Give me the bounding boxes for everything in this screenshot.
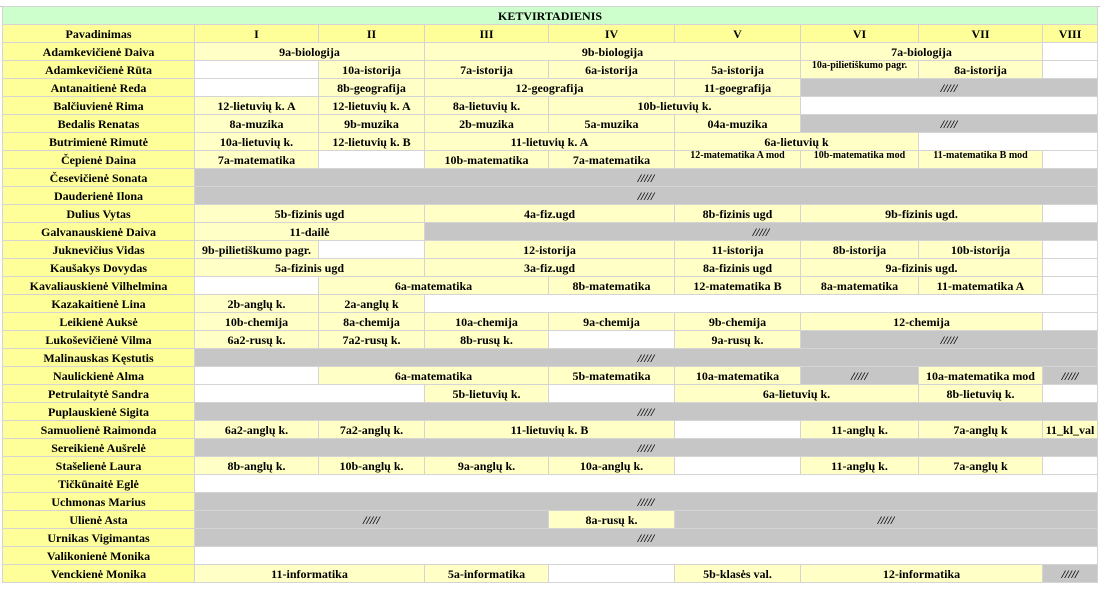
empty-cell[interactable]: [1043, 385, 1098, 403]
table-row: [3, 205, 1098, 223]
empty-cell[interactable]: [1043, 313, 1098, 331]
lesson-cell[interactable]: 8a-fizinis ugd: [675, 259, 801, 277]
lesson-cell[interactable]: 12-matematika B: [675, 277, 801, 295]
table-row: [3, 439, 1098, 457]
lesson-cell[interactable]: 9b-muzika: [319, 115, 425, 133]
table-row: [3, 331, 1098, 349]
lesson-cell[interactable]: 11-dailė: [195, 223, 425, 241]
empty-cell[interactable]: [195, 475, 1098, 493]
unavailable-cell[interactable]: /////: [801, 367, 919, 385]
table-row: [3, 223, 1098, 241]
empty-cell[interactable]: [195, 61, 319, 79]
empty-cell[interactable]: [195, 385, 425, 403]
lesson-cell[interactable]: 10b-istorija: [919, 241, 1043, 259]
unavailable-cell[interactable]: /////: [195, 403, 1098, 421]
header-period-7[interactable]: VII: [919, 25, 1043, 43]
unavailable-cell[interactable]: /////: [1043, 367, 1098, 385]
empty-cell[interactable]: [1043, 151, 1098, 169]
lesson-cell[interactable]: 6a2-anglų k.: [195, 421, 319, 439]
lesson-cell[interactable]: 6a-matematika: [319, 277, 549, 295]
table-row: [3, 43, 1098, 61]
table-row: [3, 475, 1098, 493]
lesson-cell[interactable]: 8b-geografija: [319, 79, 425, 97]
lesson-cell[interactable]: 8b-lietuvių k.: [919, 385, 1043, 403]
lesson-cell[interactable]: 7a-biologija: [801, 43, 1043, 61]
lesson-cell[interactable]: 10a-chemija: [425, 313, 549, 331]
teacher-name-cell[interactable]: Kazakaitienė Lina: [3, 295, 195, 313]
lesson-cell[interactable]: 5a-informatika: [425, 565, 549, 583]
lesson-cell[interactable]: 5a-istorija: [675, 61, 801, 79]
empty-cell[interactable]: [675, 421, 801, 439]
lesson-cell[interactable]: 2b-anglų k.: [195, 295, 319, 313]
teacher-name-cell[interactable]: Samuolienė Raimonda: [3, 421, 195, 439]
lesson-cell[interactable]: [801, 61, 919, 79]
table-row: [3, 385, 1098, 403]
lesson-cell[interactable]: 11-lietuvių k. B: [425, 421, 675, 439]
lesson-cell[interactable]: 6a-istorija: [549, 61, 675, 79]
teacher-name-cell[interactable]: Puplauskienė Sigita: [3, 403, 195, 421]
lesson-cell[interactable]: 12-geografija: [425, 79, 675, 97]
table-row: [3, 295, 1098, 313]
lesson-cell[interactable]: 10b-matematika: [425, 151, 549, 169]
lesson-cell[interactable]: 8a-matematika: [801, 277, 919, 295]
teacher-name-cell[interactable]: Antanaitienė Reda: [3, 79, 195, 97]
empty-cell[interactable]: [195, 79, 319, 97]
teacher-name-cell[interactable]: Venckienė Monika: [3, 565, 195, 583]
unavailable-cell[interactable]: /////: [195, 349, 1098, 367]
unavailable-cell[interactable]: /////: [195, 187, 1098, 205]
unavailable-cell[interactable]: /////: [195, 169, 1098, 187]
table-row: [3, 529, 1098, 547]
empty-cell[interactable]: [195, 547, 1098, 565]
lesson-cell[interactable]: 9b-pilietiškumo pagr.: [195, 241, 319, 259]
lesson-cell[interactable]: 7a2-anglų k.: [319, 421, 425, 439]
teacher-name-cell[interactable]: Kaušakys Dovydas: [3, 259, 195, 277]
empty-cell[interactable]: [675, 457, 801, 475]
lesson-cell[interactable]: 11-lietuvių k. A: [425, 133, 675, 151]
empty-cell[interactable]: [549, 565, 675, 583]
lesson-cell[interactable]: 2a-anglų k: [319, 295, 425, 313]
lesson-cell[interactable]: [675, 151, 801, 169]
lesson-cell[interactable]: 5b-fizinis ugd: [195, 205, 425, 223]
table-row: [3, 511, 1098, 529]
lesson-cell[interactable]: 3a-fiz.ugd: [425, 259, 675, 277]
lesson-cell[interactable]: 10a-anglų k.: [549, 457, 675, 475]
empty-cell[interactable]: [549, 385, 675, 403]
empty-cell[interactable]: [1043, 259, 1098, 277]
lesson-cell[interactable]: 10a-matematika mod: [919, 367, 1043, 385]
table-row: [3, 241, 1098, 259]
teacher-name-cell[interactable]: Galvanauskienė Daiva: [3, 223, 195, 241]
lesson-cell[interactable]: 8b-anglų k.: [195, 457, 319, 475]
lesson-cell[interactable]: [801, 151, 919, 169]
teacher-name-cell[interactable]: Stašelienė Laura: [3, 457, 195, 475]
lesson-cell[interactable]: 7a-anglų k: [919, 457, 1043, 475]
table-row: [3, 277, 1098, 295]
lesson-cell[interactable]: 8a-chemija: [319, 313, 425, 331]
lesson-cell[interactable]: 6a-lietuvių k.: [675, 385, 919, 403]
table-row: [3, 349, 1098, 367]
lesson-cell[interactable]: 10a-istorija: [319, 61, 425, 79]
header-period-1[interactable]: I: [195, 25, 319, 43]
table-row: [3, 313, 1098, 331]
lesson-cell[interactable]: 11-informatika: [195, 565, 425, 583]
lesson-cell[interactable]: 2b-muzika: [425, 115, 549, 133]
lesson-cell[interactable]: 12-informatika: [801, 565, 1043, 583]
table-row: [3, 367, 1098, 385]
lesson-cell[interactable]: 7a-matematika: [549, 151, 675, 169]
lesson-cell[interactable]: 11-goegrafija: [675, 79, 801, 97]
lesson-cell[interactable]: 11-istorija: [675, 241, 801, 259]
lesson-cell[interactable]: 8b-fizinis ugd: [675, 205, 801, 223]
table-row: [3, 97, 1098, 115]
teacher-name-cell[interactable]: Adamkevičienė Rūta: [3, 61, 195, 79]
header-period-5[interactable]: V: [675, 25, 801, 43]
lesson-cell[interactable]: 9a-anglų k.: [425, 457, 549, 475]
lesson-cell[interactable]: 6a-matematika: [319, 367, 549, 385]
teacher-name-cell[interactable]: Kavaliauskienė Vilhelmina: [3, 277, 195, 295]
teacher-name-cell[interactable]: Česevičienė Sonata: [3, 169, 195, 187]
lesson-cell[interactable]: 12-chemija: [801, 313, 1043, 331]
table-row: [3, 403, 1098, 421]
lesson-cell[interactable]: 10a-lietuvių k.: [195, 133, 319, 151]
lesson-cell[interactable]: 8b-rusų k.: [425, 331, 549, 349]
lesson-cell[interactable]: 5a-fizinis ugd: [195, 259, 425, 277]
table-row: [3, 493, 1098, 511]
empty-cell[interactable]: [1043, 205, 1098, 223]
teacher-name-cell[interactable]: Lukoševičienė Vilma: [3, 331, 195, 349]
teacher-name-cell[interactable]: Naulickienė Alma: [3, 367, 195, 385]
lesson-cell[interactable]: 9a-biologija: [195, 43, 425, 61]
lesson-cell[interactable]: 5b-lietuvių k.: [425, 385, 549, 403]
empty-cell[interactable]: [919, 133, 1098, 151]
empty-cell[interactable]: [1043, 61, 1098, 79]
header-row: [3, 25, 1098, 43]
teacher-name-cell[interactable]: Leikienė Auksė: [3, 313, 195, 331]
lesson-cell[interactable]: 7a-matematika: [195, 151, 319, 169]
header-period-6[interactable]: VI: [801, 25, 919, 43]
lesson-cell[interactable]: 8a-istorija: [919, 61, 1043, 79]
lesson-cell[interactable]: 8a-rusų k.: [549, 511, 675, 529]
header-period-3[interactable]: III: [425, 25, 549, 43]
lesson-cell[interactable]: 7a2-rusų k.: [319, 331, 425, 349]
teacher-name-cell[interactable]: Čepienė Daina: [3, 151, 195, 169]
lesson-cell[interactable]: 6a2-rusų k.: [195, 331, 319, 349]
teacher-name-cell[interactable]: Dulius Vytas: [3, 205, 195, 223]
table-row: [3, 547, 1098, 565]
table-row: [3, 133, 1098, 151]
lesson-text: 10b-matematika mod: [813, 151, 906, 161]
schedule-table: [2, 6, 1098, 583]
lesson-cell[interactable]: 11-anglų k.: [801, 457, 919, 475]
unavailable-cell[interactable]: /////: [425, 223, 1098, 241]
empty-cell[interactable]: [801, 97, 1098, 115]
lesson-cell[interactable]: 04a-muzika: [675, 115, 801, 133]
header-period-2[interactable]: II: [319, 25, 425, 43]
lesson-cell[interactable]: 9b-chemija: [675, 313, 801, 331]
lesson-cell[interactable]: 12-lietuvių k. B: [319, 133, 425, 151]
lesson-cell[interactable]: 4a-fiz.ugd: [425, 205, 675, 223]
empty-cell[interactable]: [1043, 43, 1098, 61]
unavailable-cell[interactable]: /////: [195, 511, 549, 529]
lesson-text: 11-matematika B mod: [933, 151, 1028, 161]
empty-cell[interactable]: [1043, 277, 1098, 295]
empty-cell[interactable]: [425, 295, 1098, 313]
table-row: [3, 421, 1098, 439]
empty-cell[interactable]: [195, 277, 319, 295]
lesson-cell[interactable]: 8a-muzika: [195, 115, 319, 133]
teacher-name-cell[interactable]: Valikonienė Monika: [3, 547, 195, 565]
teacher-name-cell[interactable]: Uchmonas Marius: [3, 493, 195, 511]
teacher-name-cell[interactable]: Malinauskas Kęstutis: [3, 349, 195, 367]
header-period-8[interactable]: VIII: [1043, 25, 1098, 43]
lesson-cell[interactable]: 10a-matematika: [675, 367, 801, 385]
lesson-cell[interactable]: 9a-rusų k.: [675, 331, 801, 349]
lesson-cell[interactable]: 5b-matematika: [549, 367, 675, 385]
lesson-cell[interactable]: 5a-muzika: [549, 115, 675, 133]
table-row: [3, 565, 1098, 583]
teacher-name-cell[interactable]: Sereikienė Aušrelė: [3, 439, 195, 457]
lesson-cell[interactable]: 8b-matematika: [549, 277, 675, 295]
empty-cell[interactable]: [1043, 457, 1098, 475]
lesson-cell[interactable]: [919, 151, 1043, 169]
lesson-cell[interactable]: 6a-lietuvių k: [675, 133, 919, 151]
lesson-cell[interactable]: 11-anglų k.: [801, 421, 919, 439]
teacher-name-cell[interactable]: Petrulaitytė Sandra: [3, 385, 195, 403]
empty-cell[interactable]: [319, 151, 425, 169]
table-row: [3, 151, 1098, 169]
unavailable-cell[interactable]: /////: [801, 79, 1098, 97]
teacher-name-cell[interactable]: Adamkevičienė Daiva: [3, 43, 195, 61]
empty-cell[interactable]: [549, 331, 675, 349]
table-row: [3, 115, 1098, 133]
unavailable-cell[interactable]: /////: [195, 493, 1098, 511]
table-row: [3, 169, 1098, 187]
lesson-cell[interactable]: 8a-lietuvių k.: [425, 97, 549, 115]
lesson-text: 12-matematika A mod: [690, 151, 785, 161]
empty-cell[interactable]: [1043, 241, 1098, 259]
header-name-cell[interactable]: Pavadinimas: [3, 25, 195, 43]
lesson-cell[interactable]: 12-istorija: [425, 241, 675, 259]
lesson-text: 10a-pilietiškumo pagr.: [811, 61, 908, 71]
unavailable-cell[interactable]: /////: [195, 529, 1098, 547]
teacher-name-cell[interactable]: Ulienė Asta: [3, 511, 195, 529]
teacher-name-cell[interactable]: Juknevičius Vidas: [3, 241, 195, 259]
unavailable-cell[interactable]: /////: [801, 331, 1098, 349]
table-row: [3, 187, 1098, 205]
table-row: [3, 457, 1098, 475]
lesson-cell[interactable]: 10b-chemija: [195, 313, 319, 331]
lesson-cell[interactable]: 10b-lietuvių k.: [549, 97, 801, 115]
table-row: [3, 79, 1098, 97]
lesson-cell[interactable]: 5b-klasės val.: [675, 565, 801, 583]
lesson-cell[interactable]: 9b-biologija: [425, 43, 801, 61]
teacher-name-cell[interactable]: Butrimienė Rimutė: [3, 133, 195, 151]
lesson-cell[interactable]: 11_kl_val: [1043, 421, 1098, 439]
lesson-cell[interactable]: 7a-anglų k: [919, 421, 1043, 439]
table-row: [3, 61, 1098, 79]
lesson-cell[interactable]: 9a-fizinis ugd.: [801, 259, 1043, 277]
day-title[interactable]: KETVIRTADIENIS: [3, 7, 1098, 25]
lesson-cell[interactable]: 11-matematika A: [919, 277, 1043, 295]
teacher-name-cell[interactable]: Tičkūnaitė Eglė: [3, 475, 195, 493]
teacher-name-cell[interactable]: Bedalis Renatas: [3, 115, 195, 133]
lesson-cell[interactable]: 7a-istorija: [425, 61, 549, 79]
teacher-name-cell[interactable]: Balčiuvienė Rima: [3, 97, 195, 115]
unavailable-cell[interactable]: /////: [801, 115, 1098, 133]
lesson-cell[interactable]: 9b-fizinis ugd.: [801, 205, 1043, 223]
table-row: [3, 259, 1098, 277]
unavailable-cell[interactable]: /////: [1043, 565, 1098, 583]
header-period-4[interactable]: IV: [549, 25, 675, 43]
empty-cell[interactable]: [319, 241, 425, 259]
lesson-cell[interactable]: 10b-anglų k.: [319, 457, 425, 475]
title-row: [3, 7, 1098, 25]
lesson-cell[interactable]: 12-lietuvių k. A: [319, 97, 425, 115]
lesson-cell[interactable]: 12-lietuvių k. A: [195, 97, 319, 115]
empty-cell[interactable]: [195, 367, 319, 385]
teacher-name-cell[interactable]: Urnikas Vigimantas: [3, 529, 195, 547]
unavailable-cell[interactable]: /////: [195, 439, 1098, 457]
lesson-cell[interactable]: 9a-chemija: [549, 313, 675, 331]
teacher-name-cell[interactable]: Dauderienė Ilona: [3, 187, 195, 205]
unavailable-cell[interactable]: /////: [675, 511, 1098, 529]
lesson-cell[interactable]: 8b-istorija: [801, 241, 919, 259]
